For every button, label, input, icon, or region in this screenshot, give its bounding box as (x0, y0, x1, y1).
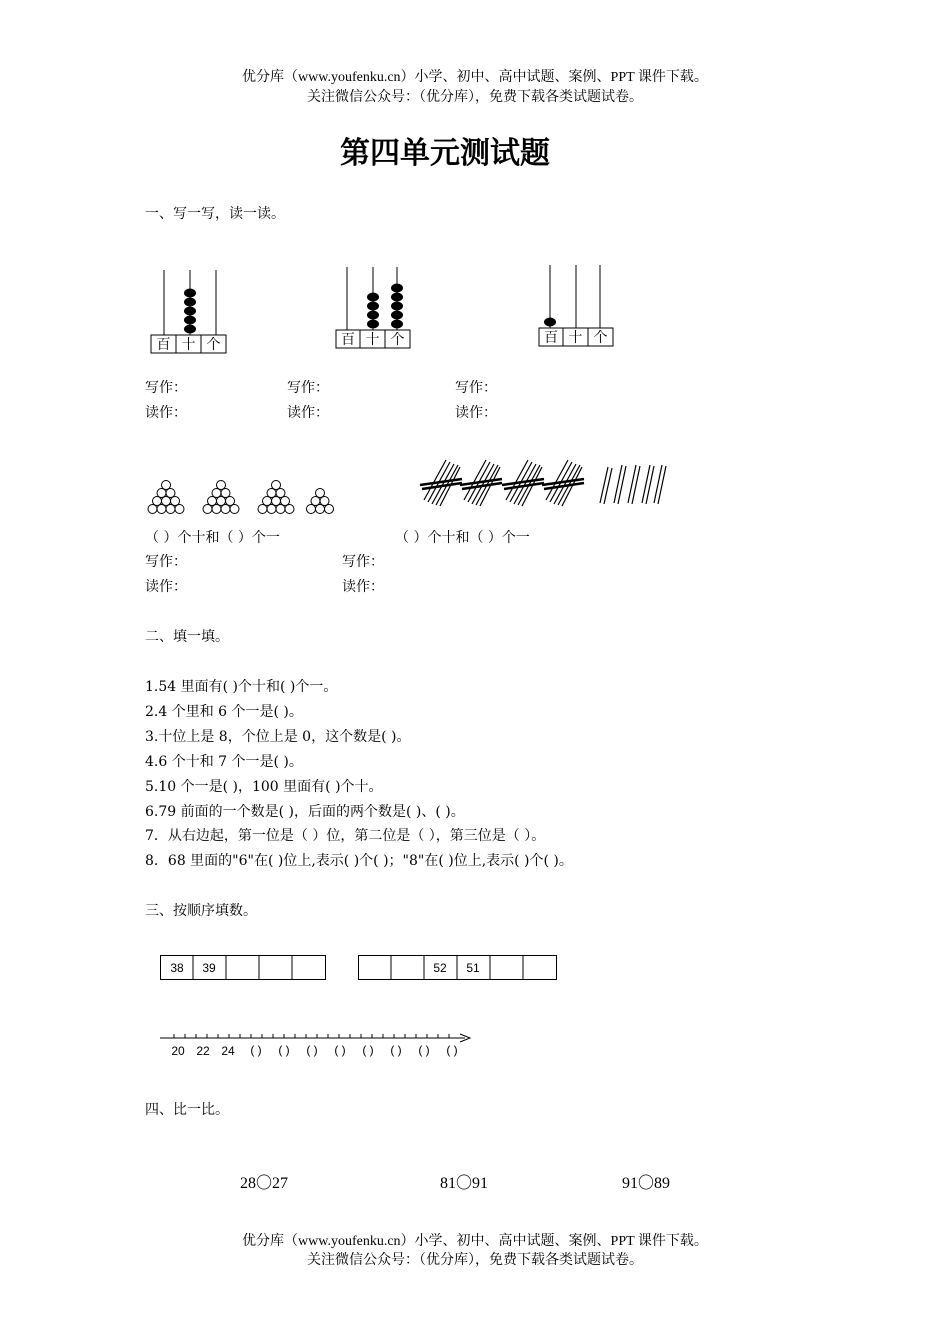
svg-text:十: 十 (365, 332, 380, 348)
header-line-2: 关注微信公众号：（优分库），免费下载各类试题试卷。 (307, 90, 643, 105)
abacus-label-hundreds: 百 (156, 337, 171, 353)
fill-item-3: 3.十位上是 8，个位上是 0，这个数是( )。 (145, 729, 411, 745)
write-label-1: 写作： (145, 380, 187, 396)
numberline-blank-8: ( ) (446, 1043, 458, 1057)
fill-item-2: 2.4 个里和 6 个一是( )。 (145, 704, 303, 720)
fill-item-5: 5.10 个一是( )，100 里面有( )个十。 (145, 779, 383, 795)
tens-ones-blank-right: （ ）个十和（ ）个一 (395, 530, 530, 546)
read-label-4: 读作： (145, 579, 187, 595)
write-label-5: 写作： (342, 554, 384, 570)
abacus-label-tens: 十 (181, 337, 196, 353)
numberline-label-3: 24 (221, 1044, 235, 1058)
svg-text:百: 百 (341, 332, 355, 348)
read-label-1: 读作： (145, 405, 187, 421)
write-label-4: 写作： (145, 554, 187, 570)
fill-item-6: 6.79 前面的一个数是( )，后面的两个数是( )、( )。 (145, 804, 465, 820)
abacus-3 (538, 260, 618, 350)
fill-item-1: 1.54 里面有( )个十和( )个一。 (145, 679, 338, 695)
read-label-3: 读作： (455, 405, 497, 421)
numberline-label-1: 20 (171, 1044, 185, 1058)
svg-text:百: 百 (544, 330, 558, 346)
numberline-label-2: 22 (196, 1044, 210, 1058)
svg-text:个: 个 (593, 330, 608, 346)
header-line-1: 优分库（www.youfenku.cn）小学、初中、高中试题、案例、PPT 课件下载。 (242, 70, 708, 85)
abacus-2 (335, 262, 415, 352)
read-label-2: 读作： (287, 405, 329, 421)
circle-triangles-picture (146, 478, 346, 523)
write-label-2: 写作： (287, 380, 329, 396)
fill-item-7: 7．从右边起，第一位是（ ）位，第二位是（ ），第三位是（ ）。 (145, 828, 546, 844)
svg-text:十: 十 (568, 330, 583, 346)
tens-ones-blank-left: （ ）个十和（ ）个一 (145, 530, 280, 546)
read-label-5: 读作： (342, 579, 384, 595)
seq1-cell-1: 38 (170, 961, 184, 975)
numberline-blank-2: ( ) (278, 1043, 290, 1057)
abacus-label-ones: 个 (206, 337, 221, 353)
sequence-boxes-2 (358, 955, 560, 981)
abacus-1 (150, 265, 230, 355)
page-title: 第四单元测试题 (340, 136, 550, 171)
number-line (160, 1028, 480, 1063)
write-label-3: 写作： (455, 380, 497, 396)
fill-item-4: 4.6 个十和 7 个一是( )。 (145, 754, 303, 770)
compare-item-1: 28〇27 (240, 1175, 289, 1192)
abacus-1-beads (184, 289, 196, 334)
numberline-blank-4: ( ) (334, 1043, 346, 1057)
fill-item-8: 8．68 里面的"6"在( )位上,表示( )个( )；"8"在( )位上,表示( )个( )。 (145, 853, 573, 869)
numberline-blank-1: ( ) (250, 1043, 262, 1057)
footer-line-2: 关注微信公众号：（优分库），免费下载各类试题试卷。 (307, 1253, 643, 1268)
footer-line-1: 优分库（www.youfenku.cn）小学、初中、高中试题、案例、PPT 课件下载。 (242, 1234, 708, 1249)
numberline-blank-6: ( ) (390, 1043, 402, 1057)
abacus-2-beads (367, 284, 403, 329)
stick-bundles-picture (418, 455, 668, 515)
seq1-cell-2: 39 (202, 961, 216, 975)
section-1-heading: 一、写一写，读一读。 (145, 206, 285, 222)
svg-text:个: 个 (390, 332, 405, 348)
seq2-cell-4: 51 (466, 961, 480, 975)
numberline-blank-7: ( ) (418, 1043, 430, 1057)
numberline-blank-5: ( ) (362, 1043, 374, 1057)
section-4-heading: 四、比一比。 (145, 1102, 229, 1118)
numberline-blank-3: ( ) (306, 1043, 318, 1057)
section-2-heading: 二、填一填。 (145, 629, 229, 645)
section-3-heading: 三、按顺序填数。 (145, 903, 257, 919)
sequence-boxes-1 (160, 955, 330, 981)
compare-item-3: 91〇89 (622, 1175, 671, 1192)
abacus-3-bead (544, 318, 556, 327)
seq2-cell-3: 52 (433, 961, 447, 975)
compare-item-2: 81〇91 (440, 1175, 489, 1192)
